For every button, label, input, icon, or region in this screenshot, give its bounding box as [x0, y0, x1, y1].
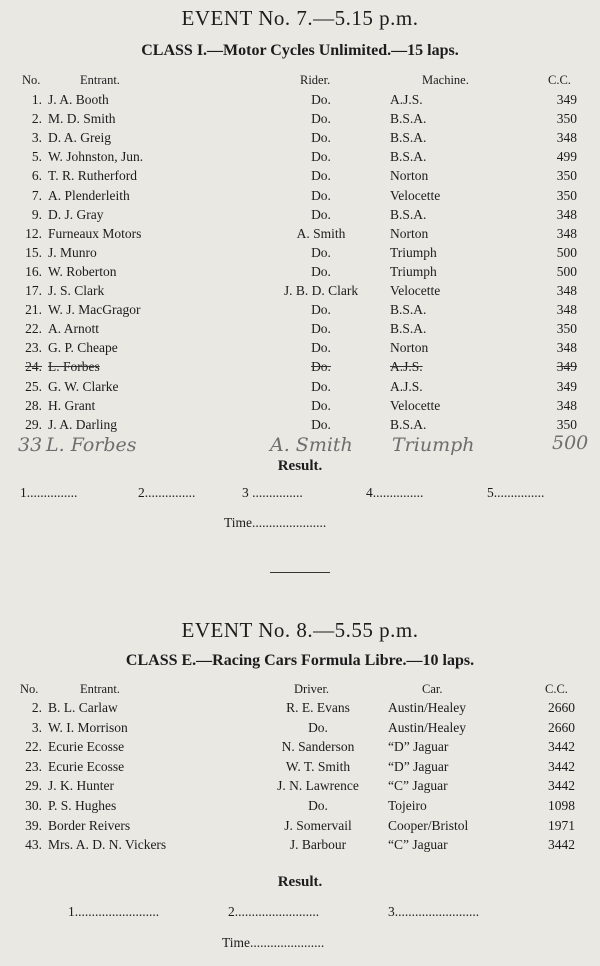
cell-rider: Do.: [311, 130, 331, 146]
cell-rider: A. Smith: [296, 225, 346, 241]
cell-no: 9.: [31, 206, 42, 222]
cell-cc: 348: [556, 130, 577, 146]
cell-cc: 1971: [548, 817, 575, 833]
table-row: [0, 379, 600, 398]
cell-entrant: W. J. MacGragor: [48, 302, 141, 318]
cell-driver: W. T. Smith: [285, 758, 351, 774]
table-row: [0, 283, 600, 302]
cell-machine: Triumph: [390, 244, 437, 260]
cell-no: 3.: [31, 130, 42, 146]
cell-machine: B.S.A.: [390, 149, 427, 165]
cell-no: 22.: [25, 321, 42, 337]
cell-car: Tojeiro: [388, 798, 427, 813]
table-row: [0, 720, 600, 739]
cell-rider: Do.: [311, 206, 331, 222]
event8-result-3: 3.........................: [388, 904, 480, 919]
event8-result-label: Result.: [277, 874, 323, 890]
cell-entrant: Furneaux Motors: [48, 225, 142, 241]
event8-title: EVENT No. 8.—5.55 p.m.: [181, 618, 419, 642]
table-row: [0, 245, 600, 264]
header-cc: C.C.: [545, 682, 568, 696]
cell-rider: Do.: [311, 244, 331, 260]
cell-rider: J. B. D. Clark: [283, 283, 359, 298]
cell-cc: 348: [556, 206, 577, 222]
cell-entrant: A. Arnott: [48, 321, 100, 337]
cell-cc: 500: [556, 244, 577, 260]
table-row: [0, 92, 600, 111]
table-row: [0, 417, 600, 436]
cell-driver: J. Barbour: [289, 837, 347, 853]
cell-entrant: G. W. Clarke: [48, 378, 119, 394]
cell-rider: Do.: [311, 340, 331, 356]
cell-machine: B.S.A.: [390, 302, 427, 318]
cell-cc: 350: [556, 321, 577, 337]
cell-entrant: L. Forbes: [48, 359, 100, 375]
cell-cc: 348: [556, 225, 577, 241]
cell-cc: 348: [556, 397, 577, 413]
table-row: [0, 759, 600, 778]
cell-rider: Do.: [311, 321, 331, 337]
cell-cc: 3442: [548, 778, 575, 794]
table-row: [0, 700, 600, 719]
cell-machine: A.J.S.: [390, 378, 423, 394]
cell-cc: 350: [556, 111, 577, 127]
cell-no: 29.: [25, 778, 42, 794]
table-row: [0, 818, 600, 837]
handwritten-machine: Triumph: [392, 434, 475, 456]
event8-result-1: 1.........................: [68, 904, 160, 919]
cell-no: 7.: [31, 187, 42, 203]
cell-entrant: Ecurie Ecosse: [48, 758, 125, 774]
cell-cc: 348: [556, 283, 577, 298]
cell-machine: Velocette: [390, 283, 441, 298]
header-car: Car.: [422, 682, 443, 696]
cell-no: 22.: [25, 739, 42, 755]
cell-driver: J. Somervail: [284, 817, 352, 833]
cell-entrant: Mrs. A. D. N. Vickers: [48, 837, 167, 853]
handwritten-entrant: L. Forbes: [46, 434, 137, 456]
table-row: [0, 321, 600, 340]
table-row: [0, 264, 600, 283]
cell-entrant: M. D. Smith: [48, 111, 116, 127]
cell-cc: 349: [556, 92, 577, 107]
event8-time: Time......................: [222, 935, 325, 950]
cell-machine: B.S.A.: [390, 321, 427, 337]
table-row: [0, 168, 600, 187]
cell-no: 12.: [25, 225, 42, 241]
table-row: [0, 778, 600, 797]
cell-no: 28.: [25, 397, 42, 413]
cell-entrant: J. A. Booth: [48, 92, 109, 107]
cell-cc: 348: [556, 302, 577, 318]
cell-rider: Do.: [311, 111, 331, 127]
cell-cc: 350: [556, 168, 577, 184]
cell-entrant: J. S. Clark: [48, 283, 105, 298]
cell-machine: B.S.A.: [390, 416, 427, 432]
cell-entrant: Border Reivers: [48, 817, 131, 833]
table-row: [0, 398, 600, 417]
cell-rider: Do.: [311, 378, 331, 394]
cell-rider: Do.: [311, 416, 331, 432]
table-row: [0, 359, 600, 378]
cell-cc: 3442: [548, 758, 575, 774]
cell-machine: Norton: [390, 340, 429, 356]
cell-entrant: W. Johnston, Jun.: [48, 149, 144, 165]
table-row: [0, 837, 600, 856]
cell-entrant: A. Plenderleith: [48, 187, 130, 203]
cell-cc: 350: [556, 416, 577, 432]
cell-machine: Velocette: [390, 397, 441, 413]
header-no: No.: [20, 682, 39, 696]
handwritten-cc: 500: [552, 432, 589, 454]
cell-machine: Triumph: [390, 263, 437, 279]
cell-cc: 500: [556, 263, 577, 279]
cell-machine: A.J.S.: [390, 92, 423, 107]
event7-result-label: Result.: [277, 458, 323, 474]
cell-cc: 2660: [548, 700, 575, 715]
cell-machine: Norton: [390, 168, 429, 184]
cell-entrant: T. R. Rutherford: [48, 168, 137, 184]
cell-no: 23.: [25, 758, 42, 774]
cell-entrant: W. Roberton: [48, 263, 117, 279]
cell-car: “C” Jaguar: [388, 778, 448, 794]
cell-cc: 499: [556, 149, 577, 165]
cell-car: “C” Jaguar: [388, 837, 448, 853]
cell-cc: 3442: [548, 837, 575, 853]
cell-entrant: D. A. Greig: [48, 130, 111, 146]
table-row: [0, 130, 600, 149]
cell-no: 2.: [31, 111, 42, 127]
cell-machine: B.S.A.: [390, 111, 427, 127]
cell-entrant: Ecurie Ecosse: [48, 739, 125, 755]
cell-car: Cooper/Bristol: [388, 817, 469, 833]
cell-rider: Do.: [311, 187, 331, 203]
cell-rider: Do.: [311, 263, 331, 279]
event7-result-5: 5...............: [487, 485, 545, 500]
event7-result-3: 3 ...............: [242, 485, 303, 500]
cell-rider: Do.: [311, 397, 331, 413]
cell-cc: 349: [556, 359, 577, 375]
event7-class-title: CLASS I.—Motor Cycles Unlimited.—15 laps.: [141, 42, 459, 59]
header-cc: C.C.: [548, 73, 571, 87]
cell-no: 21.: [25, 302, 42, 318]
cell-driver: Do.: [308, 798, 328, 813]
cell-no: 43.: [25, 837, 42, 853]
cell-car: Austin/Healey: [388, 719, 466, 735]
cell-cc: 348: [556, 340, 577, 356]
cell-entrant: J. A. Darling: [48, 416, 117, 432]
event8-result-2: 2.........................: [228, 904, 320, 919]
cell-driver: J. N. Lawrence: [277, 778, 359, 794]
cell-entrant: J. K. Hunter: [48, 778, 114, 794]
cell-no: 16.: [25, 263, 42, 279]
table-row: [0, 226, 600, 245]
handwritten-rider: A. Smith: [270, 434, 353, 456]
cell-entrant: D. J. Gray: [48, 206, 104, 222]
cell-rider: Do.: [311, 302, 331, 318]
header-driver: Driver.: [294, 682, 330, 696]
cell-car: Austin/Healey: [388, 700, 466, 715]
cell-driver: N. Sanderson: [281, 739, 355, 755]
cell-machine: B.S.A.: [390, 206, 427, 222]
cell-cc: 349: [556, 378, 577, 394]
cell-rider: Do.: [311, 149, 331, 165]
cell-machine: Norton: [390, 225, 429, 241]
table-row: [0, 798, 600, 817]
handwritten-no: 33: [18, 434, 43, 456]
event7-title: EVENT No. 7.—5.15 p.m.: [181, 6, 419, 30]
cell-entrant: W. I. Morrison: [48, 719, 128, 735]
cell-machine: Velocette: [390, 187, 441, 203]
cell-no: 30.: [25, 798, 42, 813]
section-divider: [270, 572, 330, 573]
cell-entrant: B. L. Carlaw: [48, 700, 118, 715]
table-row: [0, 207, 600, 226]
table-row: [0, 340, 600, 359]
cell-cc: 2660: [548, 719, 575, 735]
cell-no: 17.: [25, 283, 42, 298]
cell-no: 6.: [31, 168, 42, 184]
cell-no: 25.: [25, 378, 42, 394]
cell-entrant: G. P. Cheape: [48, 340, 118, 356]
header-entrant: Entrant.: [80, 73, 120, 87]
table-row: [0, 302, 600, 321]
cell-cc: 1098: [548, 798, 575, 813]
cell-entrant: H. Grant: [48, 397, 96, 413]
table-row: [0, 149, 600, 168]
event7-time: Time......................: [224, 515, 327, 530]
cell-no: 1.: [31, 92, 42, 107]
header-no: No.: [22, 73, 41, 87]
cell-driver: Do.: [308, 719, 328, 735]
event8-class-title: CLASS E.—Racing Cars Formula Libre.—10 laps.: [125, 652, 475, 669]
cell-entrant: P. S. Hughes: [48, 798, 117, 813]
cell-cc: 350: [556, 187, 577, 203]
table-row: [0, 739, 600, 758]
cell-no: 29.: [25, 416, 42, 432]
table-row: [0, 188, 600, 207]
cell-machine: A.J.S.: [390, 359, 423, 375]
cell-no: 23.: [25, 340, 42, 356]
cell-no: 15.: [25, 244, 42, 260]
cell-rider: Do.: [311, 168, 331, 184]
event7-result-4: 4...............: [366, 485, 424, 500]
header-rider: Rider.: [300, 73, 331, 87]
cell-cc: 3442: [548, 739, 575, 755]
cell-entrant: J. Munro: [48, 244, 97, 260]
cell-no: 5.: [31, 149, 42, 165]
cell-no: 2.: [31, 700, 42, 715]
cell-car: “D” Jaguar: [388, 758, 449, 774]
cell-rider: Do.: [311, 92, 331, 107]
event7-result-1: 1...............: [20, 485, 78, 500]
header-machine: Machine.: [422, 73, 469, 87]
cell-no: 39.: [25, 817, 42, 833]
cell-car: “D” Jaguar: [388, 739, 449, 755]
cell-no: 3.: [31, 719, 42, 735]
header-entrant: Entrant.: [80, 682, 120, 696]
cell-driver: R. E. Evans: [286, 700, 350, 715]
table-row: [0, 111, 600, 130]
cell-rider: Do.: [311, 359, 331, 375]
cell-machine: B.S.A.: [390, 130, 427, 146]
cell-no: 24.: [25, 359, 42, 375]
event7-result-2: 2...............: [138, 485, 196, 500]
